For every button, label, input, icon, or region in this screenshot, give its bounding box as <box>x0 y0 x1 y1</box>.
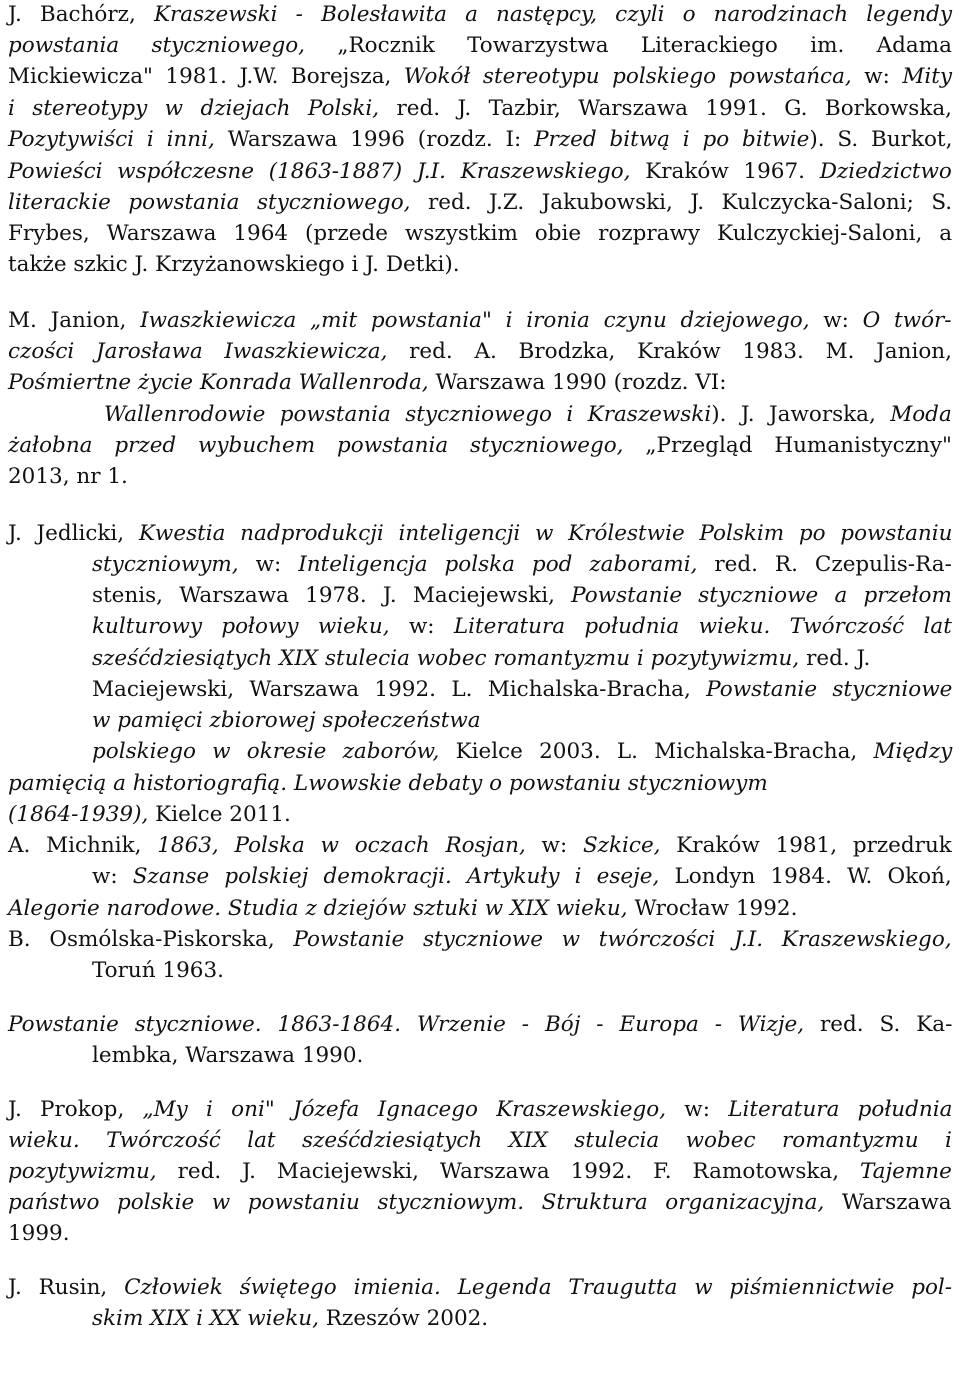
bibliography-line <box>8 1219 70 1249</box>
italic-title-segment: kulturowy połowy wieku, <box>92 614 390 639</box>
text-segment: 1999. <box>8 1221 70 1246</box>
text-segment: ). S. Burkot, <box>809 127 953 152</box>
italic-title-segment: Kwestia nadprodukcji inteligencji w Królestwie Polskim po powstaniu <box>138 521 953 546</box>
bibliography-line <box>92 581 952 611</box>
text-segment: red. S. Ka- <box>804 1012 953 1037</box>
bibliography-line <box>92 862 952 892</box>
italic-title-segment: Tajemne <box>860 1159 952 1184</box>
text-segment: Kraków 1981, przedruk <box>660 833 952 858</box>
text-segment: Warszawa 1990 (rozdz. VI: <box>428 370 727 395</box>
text-segment: w: <box>238 552 299 577</box>
text-segment: w: <box>92 864 133 889</box>
bibliography-line <box>92 1041 363 1071</box>
bibliography-line <box>8 250 460 280</box>
bibliography-line <box>8 125 952 155</box>
text-segment: red. J. Tazbir, Warszawa 1991. G. Borkowska, <box>379 96 953 121</box>
italic-title-segment: polskiego w okresie zaborów, <box>92 739 440 764</box>
italic-title-segment: (1864-1939), <box>8 802 149 827</box>
text-segment: Maciejewski, Warszawa 1992. L. Michalska-Bracha, <box>92 677 707 702</box>
bibliography-line <box>8 1273 952 1303</box>
bibliography-line <box>8 431 952 461</box>
italic-title-segment: i stereotypy w dziejach Polski, <box>8 96 380 121</box>
bibliography-line <box>8 1010 952 1040</box>
text-segment: w: <box>851 64 903 89</box>
bibliography-line <box>8 462 128 492</box>
text-segment: 2013, nr 1. <box>8 464 128 489</box>
text-segment: Kielce 2011. <box>148 802 291 827</box>
text-segment: red. J. Maciejewski, Warszawa 1992. F. Ramotowska, <box>156 1159 861 1184</box>
bibliography-line <box>92 737 952 767</box>
italic-title-segment: Wokół stereotypu polskiego powstańca, <box>403 64 852 89</box>
text-segment: J. Jedlicki, <box>8 521 139 546</box>
italic-title-segment: Powstanie styczniowe a przełom <box>571 583 952 608</box>
bibliography-line <box>8 1126 952 1156</box>
italic-title-segment: Powstanie styczniowe w twórczości J.I. Kraszewskiego, <box>293 927 952 952</box>
bibliography-line <box>8 769 768 799</box>
bibliography-line <box>8 219 952 249</box>
bibliography-line <box>8 306 952 336</box>
bibliography-line <box>8 157 952 187</box>
text-segment: Wrocław 1992. <box>627 896 798 921</box>
italic-title-segment: Alegorie narodowe. Studia z dziejów sztuki w XIX wieku, <box>8 896 628 921</box>
italic-title-segment: żałobna przed wybuchem powstania styczniowego, <box>8 433 624 458</box>
text-segment: „Rocznik Towarzystwa Literackiego im. Adama <box>305 33 952 58</box>
text-segment: red. J. <box>799 646 871 671</box>
text-segment: red. J.Z. Jakubowski, J. Kulczycka-Saloni; S. <box>410 190 953 215</box>
bibliography-line <box>92 706 481 736</box>
italic-title-segment: O twór- <box>862 308 952 333</box>
italic-title-segment: Inteligencja polska pod zaborami, <box>298 552 698 577</box>
text-segment: ). J. Jaworska, <box>711 402 891 427</box>
bibliography-line <box>8 94 952 124</box>
bibliography-line <box>8 1188 952 1218</box>
bibliography-line <box>92 675 952 705</box>
bibliography-line <box>8 800 291 830</box>
italic-title-segment: Przed bitwą i po bitwie <box>534 127 810 152</box>
bibliography-line <box>8 925 952 955</box>
text-segment: Kraków 1967. <box>630 159 820 184</box>
bibliography-line <box>92 550 952 580</box>
text-segment: także szkic J. Krzyżanowskiego i J. Detki). <box>8 252 460 277</box>
bibliography-line <box>8 62 952 92</box>
bibliography-line <box>8 1157 952 1187</box>
text-segment: red. R. Czepulis-Ra- <box>697 552 952 577</box>
bibliography-line <box>8 519 952 549</box>
text-segment: Warszawa 1996 (rozdz. I: <box>214 127 535 152</box>
italic-title-segment: „My i oni" Józefa Ignacego Kraszewskiego, <box>142 1097 667 1122</box>
italic-title-segment: Człowiek świętego imienia. Legenda Traugutta w piśmiennictwie pol- <box>124 1275 953 1300</box>
italic-title-segment: powstania styczniowego, <box>8 33 306 58</box>
bibliography-line <box>92 612 952 642</box>
text-segment: J. Bachórz, <box>8 2 154 27</box>
italic-title-segment: pozytywizmu, <box>8 1159 157 1184</box>
text-segment: M. Janion, <box>8 308 141 333</box>
text-segment: Warszawa <box>824 1190 952 1215</box>
text-segment: Rzeszów 2002. <box>318 1306 489 1331</box>
italic-title-segment: Wallenrodowie powstania styczniowego i Kraszewski <box>104 402 712 427</box>
bibliography-line <box>8 894 797 924</box>
bibliography-line <box>8 0 952 30</box>
italic-title-segment: państwo polskie w powstaniu styczniowym. Struktura organizacyjna, <box>8 1190 825 1215</box>
italic-title-segment: Literatura południa <box>728 1097 953 1122</box>
bibliography-line <box>8 337 952 367</box>
text-segment: w: <box>525 833 583 858</box>
bibliography-line <box>104 400 952 430</box>
italic-title-segment: styczniowym, <box>92 552 239 577</box>
italic-title-segment: Powstanie styczniowe <box>706 677 953 702</box>
text-segment: J. Rusin, <box>8 1275 125 1300</box>
bibliography-line <box>92 644 870 674</box>
bibliography-line <box>8 831 952 861</box>
italic-title-segment: Mity <box>902 64 953 89</box>
italic-title-segment: Powieści współczesne (1863-1887) J.I. Kraszewskiego, <box>8 159 631 184</box>
italic-title-segment: Szkice, <box>582 833 661 858</box>
bibliography-line <box>8 31 952 61</box>
bibliography-line <box>92 1304 488 1334</box>
bibliography-line <box>8 368 727 398</box>
text-segment: Kielce 2003. L. Michalska-Bracha, <box>439 739 874 764</box>
text-segment: w: <box>389 614 454 639</box>
text-segment: w: <box>809 308 863 333</box>
text-segment: red. A. Brodzka, Kraków 1983. M. Janion, <box>387 339 952 364</box>
italic-title-segment: Powstanie styczniowe. 1863-1864. Wrzenie - Bój - Europa - Wizje, <box>8 1012 805 1037</box>
italic-title-segment: w pamięci zbiorowej społeczeństwa <box>92 708 481 733</box>
italic-title-segment: Szanse polskiej demokracji. Artykuły i eseje, <box>132 864 660 889</box>
italic-title-segment: Kraszewski - Bolesławita a następcy, czyli o narodzinach legendy <box>153 2 953 27</box>
text-segment: Frybes, Warszawa 1964 (przede wszystkim obie rozprawy Kulczyckiej-Saloni, a <box>8 221 953 246</box>
text-segment: „Przegląd Humanistyczny" <box>623 433 952 458</box>
italic-title-segment: pamięcią a historiografią. Lwowskie debaty o powstaniu styczniowym <box>8 771 768 796</box>
italic-title-segment: Pozytywiści i inni, <box>8 127 215 152</box>
bibliography-line <box>92 956 224 986</box>
italic-title-segment: Moda <box>890 402 952 427</box>
text-segment: A. Michnik, <box>8 833 158 858</box>
italic-title-segment: Dziedzictwo <box>819 159 952 184</box>
italic-title-segment: 1863, Polska w oczach Rosjan, <box>157 833 526 858</box>
italic-title-segment: Literatura południa wieku. Twórczość lat <box>453 614 952 639</box>
italic-title-segment: sześćdziesiątych XIX stulecia wobec romantyzmu i pozytywizmu, <box>92 646 800 671</box>
bibliography-line <box>8 1095 952 1125</box>
italic-title-segment: Między <box>873 739 953 764</box>
italic-title-segment: czości Jarosława Iwaszkiewicza, <box>8 339 388 364</box>
text-segment: Londyn 1984. W. Okoń, <box>659 864 952 889</box>
text-segment: lembka, Warszawa 1990. <box>92 1043 364 1068</box>
bibliography-line <box>8 188 952 218</box>
italic-title-segment: Pośmiertne życie Konrada Wallenroda, <box>8 370 429 395</box>
text-segment: Mickiewicza" 1981. J.W. Borejsza, <box>8 64 404 89</box>
text-segment: stenis, Warszawa 1978. J. Maciejewski, <box>92 583 572 608</box>
italic-title-segment: skim XIX i XX wieku, <box>92 1306 319 1331</box>
text-segment: B. Osmólska-Piskorska, <box>8 927 294 952</box>
italic-title-segment: literackie powstania styczniowego, <box>8 190 411 215</box>
italic-title-segment: Iwaszkiewicza „mit powstania" i ironia czynu dziejowego, <box>140 308 810 333</box>
text-segment: J. Prokop, <box>8 1097 143 1122</box>
italic-title-segment: wieku. Twórczość lat sześćdziesiątych XIX stulecia wobec romantyzmu i <box>8 1128 952 1153</box>
text-segment: w: <box>666 1097 729 1122</box>
text-segment: Toruń 1963. <box>92 958 224 983</box>
